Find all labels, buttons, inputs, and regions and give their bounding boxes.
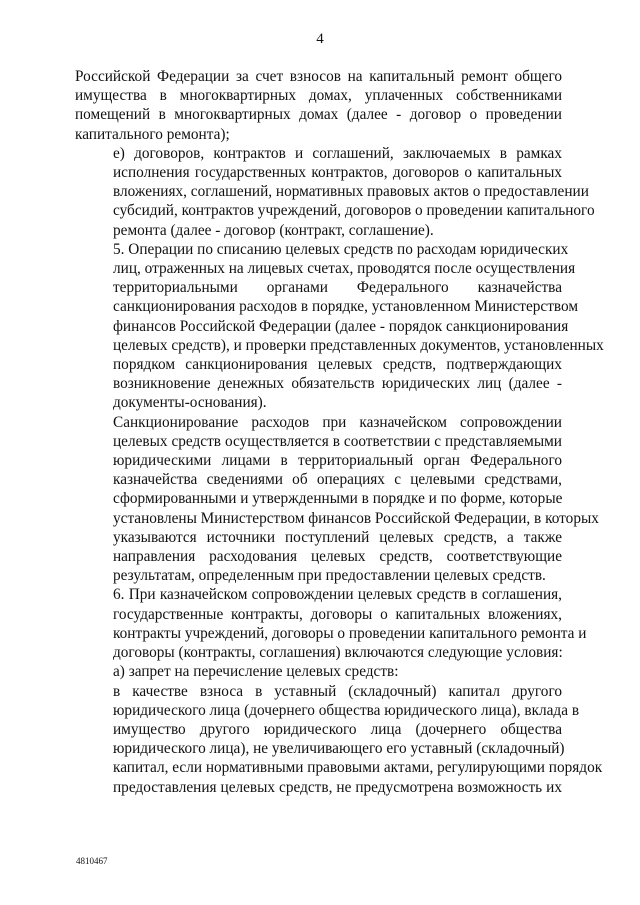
text-line: ремонта (далее - договор (контракт, соглашение).: [113, 221, 434, 239]
text-line: имущество другого юридического лица (дочернего общества: [113, 720, 562, 738]
text-line: а) запрет на перечисление целевых средств:: [113, 663, 399, 681]
page-number: 4: [316, 31, 324, 47]
text-line: порядком санкционирования целевых средств, подтверждающих: [113, 356, 562, 374]
paragraph: [75, 144, 595, 240]
text-line: вложениях, соглашений, нормативных правовых актов о предоставлении: [113, 183, 589, 201]
text-line: документы-основания).: [113, 394, 267, 412]
document-code: 4810467: [76, 856, 108, 866]
text-line: санкционирования расходов в порядке, установленном Министерством: [113, 298, 579, 316]
text-line: целевых средств), и проверки представленных документов, установленных: [113, 336, 604, 354]
text-line: казначейства сведениями об операциях с целевыми средствами,: [113, 471, 562, 489]
text-line: целевых средств осуществляется в соответствии с представляемыми: [113, 432, 562, 450]
text-line: лиц, отраженных на лицевых счетах, проводятся после осуществления: [113, 260, 576, 278]
text-line: сформированными и утвержденными в порядке и по форме, которые: [113, 490, 563, 508]
text-line: юридического лица (дочернего общества юридического лица), вклада в: [113, 701, 580, 719]
paragraph: [75, 67, 562, 144]
text-line: юридическими лицами в территориальный орган Федерального: [113, 452, 562, 470]
text-line: в качестве взноса в уставный (складочный) капитал другого: [113, 682, 562, 700]
paragraph: [75, 662, 562, 681]
text-line: установлены Министерством финансов Российской Федерации, в которых: [113, 509, 599, 527]
paragraph: [75, 240, 604, 413]
text-line: Санкционирование расходов при казначейском сопровождении: [113, 413, 562, 431]
text-line: 5. Операции по списанию целевых средств по расходам юридических: [113, 240, 569, 258]
text-line: результатам, определенным при предоставлении целевых средств.: [113, 567, 546, 585]
document-body: [75, 67, 604, 797]
text-line: возникновение денежных обязательств юридических лиц (далее -: [113, 375, 562, 393]
paragraph: [75, 413, 599, 586]
text-line: указываются источники поступлений целевых средств, а также: [113, 528, 562, 546]
text-line: территориальными органами Федерального казначейства: [113, 279, 562, 297]
text-line: финансов Российской Федерации (далее - порядок санкционирования: [113, 317, 569, 335]
text-line: субсидий, контрактов учреждений, договоров о проведении капитального: [113, 202, 595, 220]
text-line: государственные контракты, договоры о капитальных вложениях,: [113, 605, 562, 623]
text-line: направления расходования целевых средств, соответствующие: [113, 548, 562, 566]
text-line: Российской Федерации за счет взносов на капитальный ремонт общего: [75, 68, 562, 85]
paragraph: [75, 682, 603, 797]
text-line: договоры (контракты, соглашения) включаются следующие условия:: [113, 644, 563, 662]
text-line: капитал, если нормативными правовыми актами, регулирующими порядок: [113, 759, 603, 777]
text-line: юридического лица), не увеличивающего его уставный (складочный): [113, 740, 565, 758]
text-line: помещений в многоквартирных домах (далее - договор о проведении: [75, 106, 562, 124]
text-line: имущества в многоквартирных домах, уплаченных собственниками: [75, 87, 562, 105]
text-line: 6. При казначейском сопровождении целевых средств в соглашения,: [113, 586, 562, 604]
text-line: капитального ремонта);: [75, 125, 230, 143]
text-line: контракты учреждений, договоры о проведении капитального ремонта и: [113, 624, 587, 642]
text-line: исполнения государственных контрактов, договоров о капитальных: [113, 164, 562, 182]
text-line: е) договоров, контрактов и соглашений, заключаемых в рамках: [113, 144, 562, 162]
text-line: предоставления целевых средств, не предусмотрена возможность их: [113, 778, 562, 796]
paragraph: [75, 585, 587, 662]
